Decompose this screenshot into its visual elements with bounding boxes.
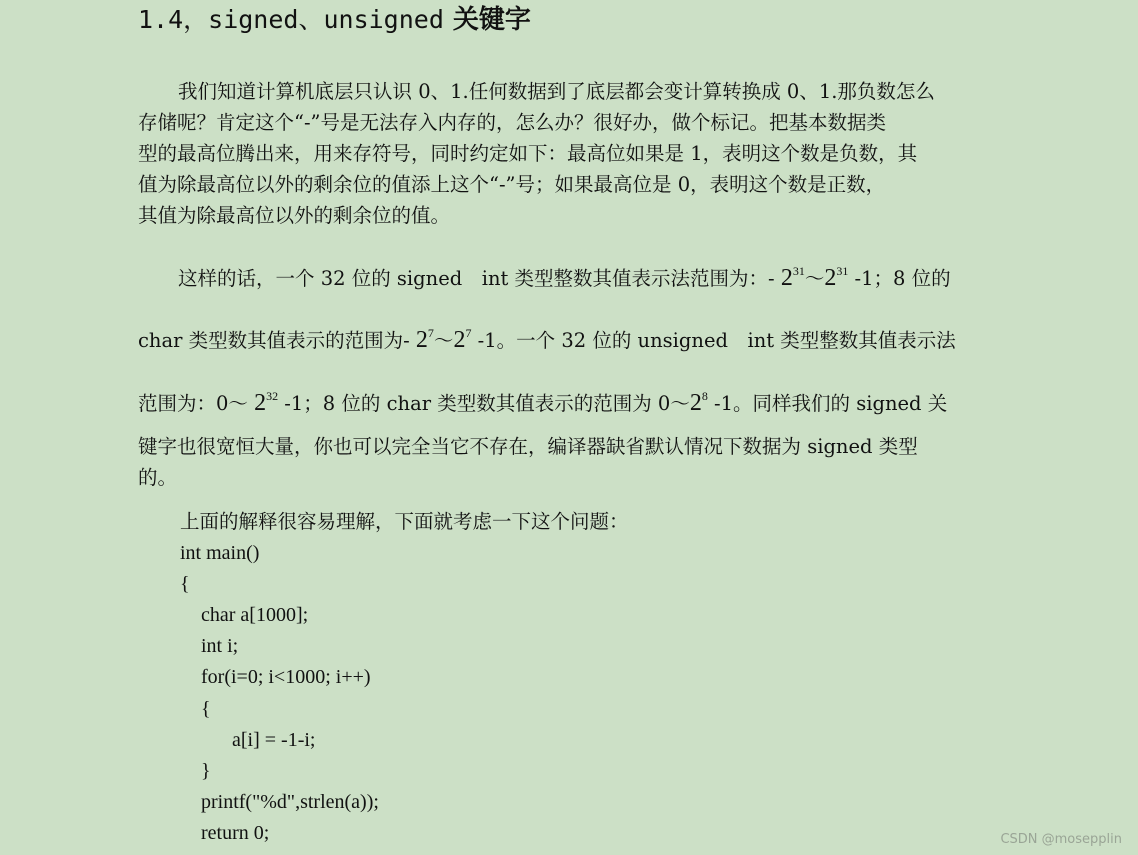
para2-l3-base-1: 2: [254, 390, 267, 416]
para1-line-2: 存储呢？肯定这个“-”号是无法存入内存的，怎么办？很好办，做个标记。把基本数据类: [138, 111, 887, 134]
para2-l1-exp-1: 31: [792, 264, 805, 278]
para2-line-3: [138, 390, 947, 417]
para2-l3-text-e: -1。同样我们的 signed 关: [707, 392, 948, 415]
para2-l2-text-a: char 类型数其值表示的范围为-: [138, 329, 416, 352]
code-line-1: int main(): [180, 542, 260, 564]
para2-l2-tilde: ～: [433, 329, 454, 352]
para1-line-4: 值为除最高位以外的剩余位的值添上这个“-”号；如果最高位是 0，表明这个数是正数，: [138, 173, 886, 196]
code-line-9: printf("%d",strlen(a));: [201, 791, 379, 813]
para2-l1-text-a: 这样的话，一个 32 位的 signed int 类型整数其值表示法范围为：-: [178, 267, 781, 290]
code-line-7: a[i] = -1-i;: [232, 729, 316, 751]
para2-l3-exp-2: 8: [701, 389, 708, 403]
code-line-2: {: [180, 573, 190, 595]
para2-l3-base-2: 2: [689, 390, 702, 416]
code-line-8: }: [201, 760, 211, 782]
heading-number: 1.4，: [138, 5, 209, 34]
code-line-4: int i;: [201, 635, 239, 657]
code-line-5: for(i=0; i<1000; i++): [201, 666, 371, 688]
para1-line-5: 其值为除最高位以外的剩余位的值。: [138, 204, 451, 227]
para2-l2-text-e: -1。一个 32 位的 unsigned int 类型整数其值表示法: [471, 329, 956, 352]
code-line-10: return 0;: [201, 822, 270, 844]
para2-l2-exp-2: 7: [465, 326, 472, 340]
para2-line-4: 键字也很宽恒大量，你也可以完全当它不存在，编译器缺省默认情况下数据为 signed 类型: [138, 435, 918, 458]
para2-line-1: [178, 265, 951, 292]
code-intro: 上面的解释很容易理解，下面就考虑一下这个问题：: [180, 510, 629, 533]
para2-line-5: 的。: [138, 466, 178, 489]
para2-l1-exp-2: 31: [836, 264, 849, 278]
para2-l2-base-2: 2: [453, 327, 466, 353]
para1-line-1: 我们知道计算机底层只认识 0、1.任何数据到了底层都会变计算转换成 0、1.那负数怎么: [178, 80, 935, 103]
para2-l1-base-2: 2: [824, 265, 837, 291]
code-line-3: char a[1000];: [201, 604, 309, 626]
para2-l2-exp-1: 7: [427, 326, 434, 340]
watermark: CSDN @mosepplin: [1000, 832, 1122, 847]
para2-line-2: [138, 327, 956, 354]
para2-l3-text-c: -1；8 位的 char 类型数其值表示的范围为 0～: [278, 392, 690, 415]
para2-l3-text-a: 范围为：0～: [138, 392, 255, 415]
para1-line-3: 型的最高位腾出来，用来存符号，同时约定如下：最高位如果是 1，表明这个数是负数，其: [138, 142, 918, 165]
section-heading: [138, 2, 531, 38]
para2-l1-base-1: 2: [780, 265, 793, 291]
para2-l1-tilde: ～: [804, 267, 825, 290]
para2-l2-base-1: 2: [415, 327, 428, 353]
para2-l3-exp-1: 32: [266, 389, 279, 403]
code-line-6: {: [201, 698, 211, 720]
heading-keywords: signed、unsigned: [208, 5, 444, 34]
para2-l1-text-e: -1；8 位的: [848, 267, 951, 290]
heading-suffix: 关键字: [443, 5, 531, 35]
